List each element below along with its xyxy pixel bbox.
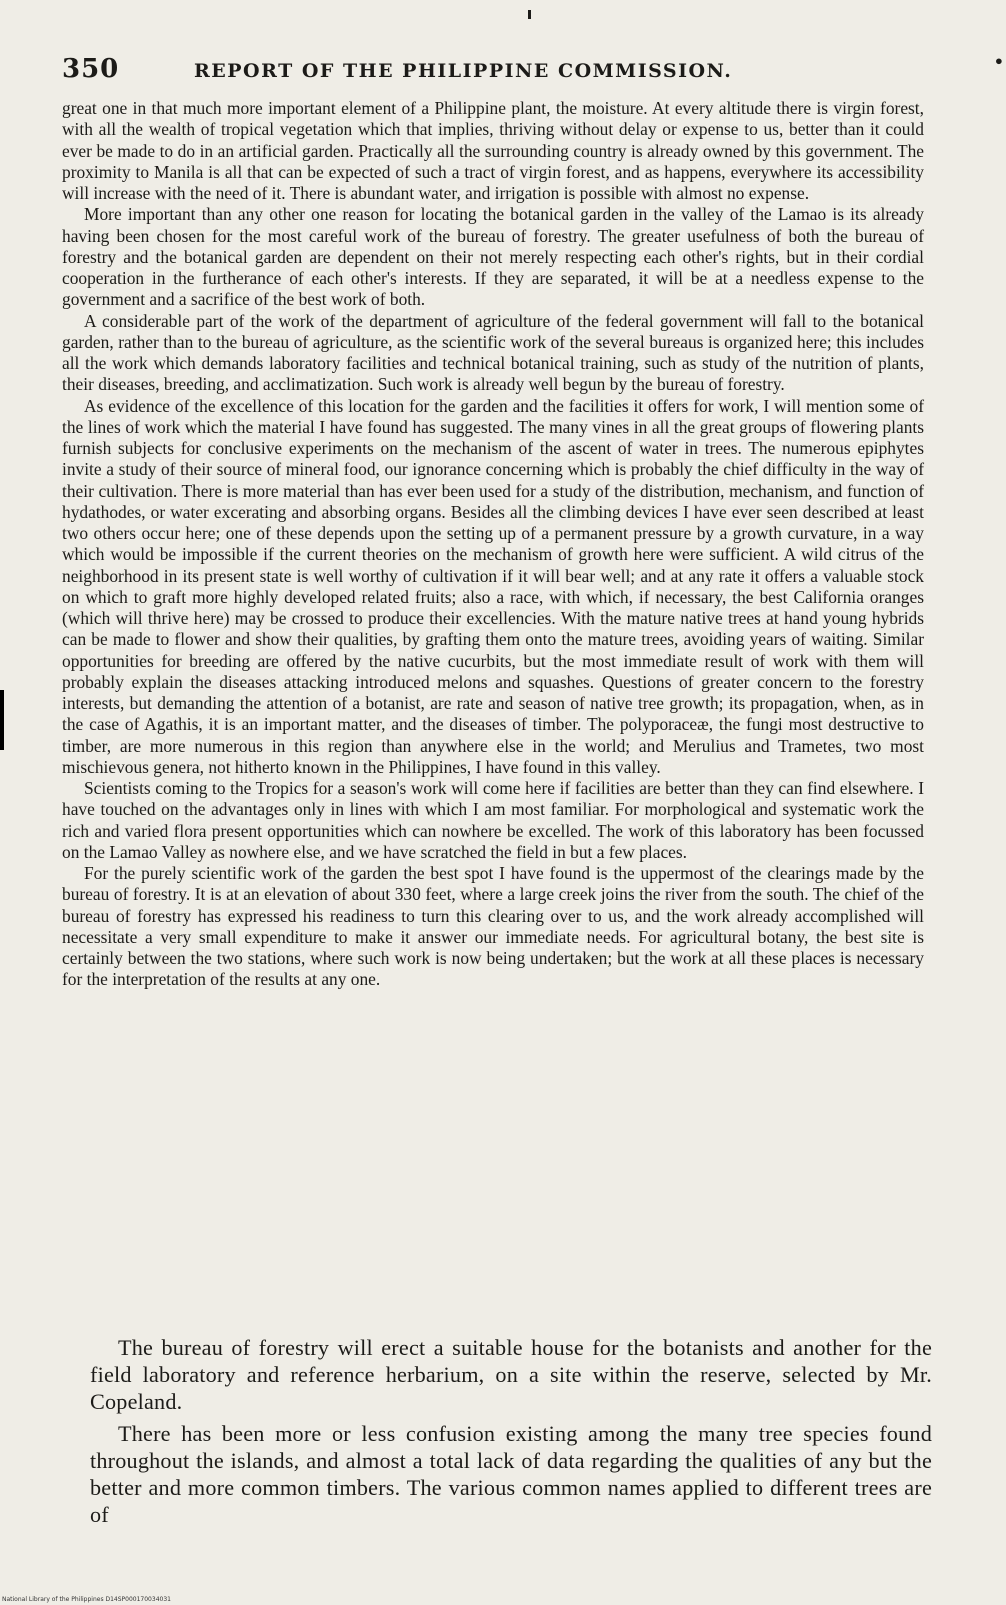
- right-edge-mark: •: [993, 52, 1004, 71]
- paragraph-8: There has been more or less confusion existing among the many tree species found throughout the islands, and almost a total lack of data regarding the qualities of any but the better and more common timbers. The various common names applied to different trees are of: [90, 1421, 932, 1527]
- paragraph-6: For the purely scientific work of the garden the best spot I have found is the uppermost of the clearings made by the bureau of forestry. It is at an elevation of about 330 feet, where a large creek joins the river from the south. The chief of the bureau of forestry has expressed his readiness to turn this clearing over to us, and the work already accomplished will necessitate a very small expenditure to make it answer our immediate needs. For agricultural botany, the best site is certainly between the two stations, where such work is now being undertaken; but the work at all these places is necessary for the interpretation of the results at any one.: [62, 863, 924, 990]
- page-header: [62, 54, 922, 94]
- top-dot: [528, 10, 531, 19]
- scan-source-line: National Library of the Philippines D14SP000170034031: [2, 1596, 171, 1603]
- paragraph-7: The bureau of forestry will erect a suitable house for the botanists and another for the field laboratory and reference herbarium, on a site within the reserve, selected by Mr. Copeland.: [90, 1335, 932, 1414]
- report-body-small-type: [62, 98, 924, 991]
- left-edge-mark: [0, 690, 4, 750]
- page-number: 350: [62, 54, 120, 84]
- paragraph-5: Scientists coming to the Tropics for a season's work will come here if facilities are better than they can find elsewhere. I have touched on the advantages only in lines with which I am most familiar. For morphological and systematic work the rich and varied flora present opportunities which can nowhere be excelled. The work of this laboratory has been focussed on the Lamao Valley as nowhere else, and we have scratched the field in but a few places.: [62, 778, 924, 862]
- paragraph-3: A considerable part of the work of the department of agriculture of the federal government will fall to the botanical garden, rather than to the bureau of agriculture, as the scientific work of the several bureaus is organized here; this includes all the work which demands laboratory facilities and technical botanical training, such as study of the nutrition of plants, their diseases, breeding, and acclimatization. Such work is already well begun by the bureau of forestry.: [62, 310, 924, 395]
- paragraph-2: More important than any other one reason for locating the botanical garden in the valley of the Lamao is its already having been chosen for the most careful work of the bureau of forestry. The greater usefulness of both the bureau of forestry and the botanical garden are dependent on their not merely respecting each other's rights, but in their cordial cooperation in the furtherance of each other's interests. If they are separated, it will be at a needless expense to the government and a sacrifice of the best work of both.: [62, 204, 924, 310]
- paragraph-4: As evidence of the excellence of this location for the garden and the facilities it offers for work, I will mention some of the lines of work which the material I have found has suggested. The many vines in all the great groups of flowering plants furnish subjects for conclusive experiments on the mechanism of the ascent of water in trees. The numerous epiphytes invite a study of their source of mineral food, our ignorance concerning which is probably the chief difficulty in the way of their cultivation. There is more material than has ever been used for a study of the distribution, mechanism, and function of hydathodes, or water excerating and absorbing organs. Besides all the climbing devices I have ever seen described at least two others occur here; one of these depends upon the setting up of a permanent pressure by a growth curvature, in a way which would be impossible if the current theories on the mechanism of growth here were sufficient. A wild citrus of the neighborhood in its present state is well worthy of cultivation if it will bear well; and at any rate it offers a valuable stock on which to graft more highly developed related fruits; also a race, with which, if necessary, the best California oranges (which will thrive here) may be crossed to produce their excellencies. With the mature native trees at hand young hybrids can be made to flower and show their qualities, by grafting them onto the mature trees, avoiding years of waiting. Similar opportunities for breeding are offered by the native cucurbits, but the most immediate result of work with them will probably explain the diseases attacking introduced melons and squashes. Questions of greater concern to the forestry interests, but demanding the attention of a botanist, are rate and season of native tree growth; its propagation, when, as in the case of Agathis, it is an important matter, and the diseases of timber. The polyporaceæ, the fungi most destructive to timber, are more numerous in this region than anywhere else in the world; and Merulius and Trametes, two most mischievous genera, not hitherto known in the Philippines, I have found in this valley.: [62, 395, 924, 777]
- paragraph-1: great one in that much more important element of a Philippine plant, the moisture. At every altitude there is virgin forest, with all the wealth of tropical vegetation which that implies, thriving without delay or expense to us, better than it could ever be made to do in an artificial garden. Practically all the surrounding country is already owned by this government. The proximity to Manila is all that can be expected of such a tract of virgin forest, and as happens, everywhere its accessibility will increase with the need of it. There is abundant water, and irrigation is possible with almost no expense.: [62, 98, 924, 203]
- running-title: REPORT OF THE PHILIPPINE COMMISSION.: [194, 60, 733, 82]
- report-body-large-type: [90, 1335, 932, 1535]
